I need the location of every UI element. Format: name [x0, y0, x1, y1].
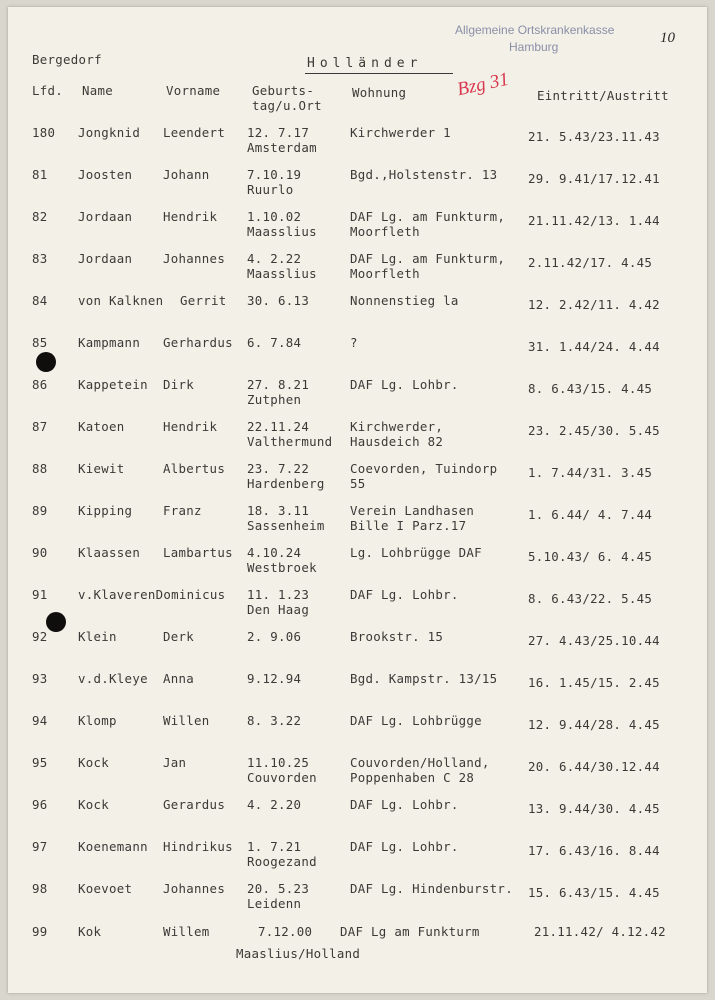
- cell-dates: 29. 9.41/17.12.41: [528, 171, 660, 186]
- cell-dates: 13. 9.44/30. 4.45: [528, 801, 660, 816]
- cell-no: 82: [32, 209, 48, 224]
- cell-name: Klomp: [78, 713, 117, 728]
- cell-birth-date: 30. 6.13: [247, 293, 310, 308]
- cell-name: Joosten: [78, 167, 133, 182]
- cell-no: 98: [32, 881, 48, 896]
- table-row: [0, 839, 715, 879]
- cell-address-2: Moorfleth: [350, 224, 420, 239]
- cell-name: Kock: [78, 755, 110, 770]
- cell-dates: 12. 9.44/28. 4.45: [528, 717, 660, 732]
- table-row: [0, 167, 715, 207]
- cell-vorname: Lambartus: [163, 545, 233, 560]
- cell-name: Kiewit: [78, 461, 125, 476]
- cell-name: Jordaan: [78, 251, 133, 266]
- place-label: Bergedorf: [32, 52, 102, 67]
- cell-address: Bgd. Kampstr. 13/15: [350, 671, 498, 686]
- cell-dates: 5.10.43/ 6. 4.45: [528, 549, 653, 564]
- cell-name: v.d.Kleye: [78, 671, 148, 686]
- cell-no: 88: [32, 461, 48, 476]
- cell-birth-date: 4. 2.20: [247, 797, 302, 812]
- cell-address: Verein Landhasen: [350, 503, 475, 518]
- cell-no: 180: [32, 125, 56, 140]
- cell-dates: 21.11.42/ 4.12.42: [534, 924, 666, 939]
- cell-name: von Kalknen: [78, 293, 164, 308]
- cell-address: DAF Lg. am Funkturm,: [350, 251, 506, 266]
- cell-address-2: Hausdeich 82: [350, 434, 444, 449]
- cell-dates: 23. 2.45/30. 5.45: [528, 423, 660, 438]
- col-header-geburt-1: Geburts-: [252, 83, 315, 98]
- cell-vorname: Franz: [163, 503, 202, 518]
- cell-address: DAF Lg. Hindenburstr.: [350, 881, 513, 896]
- cell-address-2: Poppenhaben C 28: [350, 770, 475, 785]
- cell-vorname: Leendert: [163, 125, 226, 140]
- cell-dates: 27. 4.43/25.10.44: [528, 633, 660, 648]
- cell-no: 84: [32, 293, 48, 308]
- cell-address: DAF Lg. Lohbrügge: [350, 713, 482, 728]
- cell-vorname: Johann: [163, 167, 210, 182]
- cell-name: Jordaan: [78, 209, 133, 224]
- cell-name: Katoen: [78, 419, 125, 434]
- cell-birth-place: Westbroek: [247, 560, 317, 575]
- table-row: [0, 755, 715, 795]
- cell-name: Klaassen: [78, 545, 141, 560]
- cell-no: 83: [32, 251, 48, 266]
- table-row: [0, 377, 715, 417]
- table-row: [0, 671, 715, 711]
- cell-birth-place: Roogezand: [247, 854, 317, 869]
- table-row: [0, 797, 715, 837]
- cell-vorname: Anna: [163, 671, 195, 686]
- cell-address-2: 55: [350, 476, 366, 491]
- cell-dates: 15. 6.43/15. 4.45: [528, 885, 660, 900]
- cell-birth-date: 11. 1.23: [247, 587, 310, 602]
- cell-no: 93: [32, 671, 48, 686]
- cell-no: 86: [32, 377, 48, 392]
- table-row: [0, 293, 715, 333]
- cell-dates: 12. 2.42/11. 4.42: [528, 297, 660, 312]
- cell-no: 99: [32, 924, 48, 939]
- red-mark: Bzg 31: [455, 68, 511, 101]
- cell-no: 96: [32, 797, 48, 812]
- cell-vorname: Johannes: [163, 881, 226, 896]
- cell-address: Lg. Lohbrügge DAF: [350, 545, 482, 560]
- cell-birth-date: 1.10.02: [247, 209, 302, 224]
- title-underline: [305, 73, 453, 74]
- cell-address: DAF Lg am Funkturm: [340, 924, 480, 939]
- cell-vorname: Jan: [163, 755, 187, 770]
- cell-dates: 16. 1.45/15. 2.45: [528, 675, 660, 690]
- col-header-geburt-2: tag/u.Ort: [252, 98, 322, 113]
- cell-address: DAF Lg. Lohbr.: [350, 377, 459, 392]
- cell-vorname: Willen: [163, 713, 210, 728]
- table-row: [0, 209, 715, 249]
- table-row: [0, 251, 715, 291]
- cell-vorname: Hendrik: [163, 419, 218, 434]
- cell-birth-place: Hardenberg: [247, 476, 325, 491]
- table-row: [0, 924, 715, 964]
- cell-address: Couvorden/Holland,: [350, 755, 490, 770]
- cell-vorname: Johannes: [163, 251, 226, 266]
- col-header-wohnung: Wohnung: [352, 85, 407, 100]
- cell-dates: 8. 6.43/22. 5.45: [528, 591, 653, 606]
- cell-birth-place: Leidenn: [247, 896, 302, 911]
- page-title: Holländer: [307, 56, 423, 71]
- col-header-eintritt: Eintritt/Austritt: [537, 88, 669, 103]
- cell-birth-date: 27. 8.21: [247, 377, 310, 392]
- table-row: [0, 125, 715, 165]
- cell-no: 87: [32, 419, 48, 434]
- col-header-vorname: Vorname: [166, 83, 221, 98]
- cell-birth-date: 11.10.25: [247, 755, 310, 770]
- cell-name: Jongknid: [78, 125, 141, 140]
- cell-vorname: Dirk: [163, 377, 195, 392]
- col-header-no: Lfd.: [32, 83, 64, 98]
- cell-birth-place: Ruurlo: [247, 182, 294, 197]
- cell-no: 81: [32, 167, 48, 182]
- cell-birth-place: Den Haag: [247, 602, 310, 617]
- cell-birth-date: 20. 5.23: [247, 881, 310, 896]
- page-number: 10: [660, 30, 675, 46]
- cell-dates: 8. 6.43/15. 4.45: [528, 381, 653, 396]
- cell-birth-date: 22.11.24: [247, 419, 310, 434]
- cell-address-2: Bille I Parz.17: [350, 518, 467, 533]
- cell-address: Kirchwerder 1: [350, 125, 451, 140]
- cell-birth-place: Maasslius: [247, 266, 317, 281]
- cell-no: 94: [32, 713, 48, 728]
- cell-birth-date: 7.12.00: [258, 924, 313, 939]
- cell-birth-place: Zutphen: [247, 392, 302, 407]
- cell-dates: 21. 5.43/23.11.43: [528, 129, 660, 144]
- cell-vorname: Derk: [163, 629, 195, 644]
- table-row: [0, 587, 715, 627]
- cell-birth-date: 4. 2.22: [247, 251, 302, 266]
- cell-birth-date: 4.10.24: [247, 545, 302, 560]
- table-row: [0, 461, 715, 501]
- cell-birth-place: Valthermund: [247, 434, 333, 449]
- cell-dates: 1. 6.44/ 4. 7.44: [528, 507, 653, 522]
- cell-name: Klein: [78, 629, 117, 644]
- cell-vorname: Willem: [163, 924, 210, 939]
- col-header-name: Name: [82, 83, 114, 98]
- cell-dates: 2.11.42/17. 4.45: [528, 255, 653, 270]
- cell-dates: 31. 1.44/24. 4.44: [528, 339, 660, 354]
- cell-address: Kirchwerder,: [350, 419, 444, 434]
- cell-no: 89: [32, 503, 48, 518]
- cell-no: 97: [32, 839, 48, 854]
- cell-birth-place: Maasslius: [247, 224, 317, 239]
- table-row: [0, 713, 715, 753]
- cell-vorname: Gerrit: [180, 293, 227, 308]
- cell-no: 95: [32, 755, 48, 770]
- cell-birth-date: 7.10.19: [247, 167, 302, 182]
- cell-birth-date: 9.12.94: [247, 671, 302, 686]
- table-row: [0, 881, 715, 921]
- cell-address: DAF Lg. am Funkturm,: [350, 209, 506, 224]
- cell-dates: 21.11.42/13. 1.44: [528, 213, 660, 228]
- cell-dates: 1. 7.44/31. 3.45: [528, 465, 653, 480]
- cell-vorname: Hendrik: [163, 209, 218, 224]
- cell-birth-date: 6. 7.84: [247, 335, 302, 350]
- cell-name: Koevoet: [78, 881, 133, 896]
- cell-vorname: Gerhardus: [163, 335, 233, 350]
- stamp-line-2: Hamburg: [509, 40, 559, 54]
- cell-vorname: Albertus: [163, 461, 226, 476]
- cell-address: Nonnenstieg la: [350, 293, 459, 308]
- cell-birth-place: Maaslius/Holland: [236, 946, 361, 961]
- cell-address-2: Moorfleth: [350, 266, 420, 281]
- cell-birth-place: Sassenheim: [247, 518, 325, 533]
- table-row: [0, 545, 715, 585]
- cell-name: Kock: [78, 797, 110, 812]
- cell-vorname: Gerardus: [163, 797, 226, 812]
- table-row: [0, 335, 715, 375]
- cell-address: DAF Lg. Lohbr.: [350, 839, 459, 854]
- cell-address: Bgd.,Holstenstr. 13: [350, 167, 498, 182]
- cell-address: DAF Lg. Lohbr.: [350, 587, 459, 602]
- cell-no: 85: [32, 335, 48, 350]
- cell-no: 92: [32, 629, 48, 644]
- cell-birth-place: Amsterdam: [247, 140, 317, 155]
- cell-address: DAF Lg. Lohbr.: [350, 797, 459, 812]
- cell-birth-date: 1. 7.21: [247, 839, 302, 854]
- cell-birth-date: 2. 9.06: [247, 629, 302, 644]
- cell-birth-date: 18. 3.11: [247, 503, 310, 518]
- cell-dates: 20. 6.44/30.12.44: [528, 759, 660, 774]
- cell-birth-date: 23. 7.22: [247, 461, 310, 476]
- cell-birth-place: Couvorden: [247, 770, 317, 785]
- cell-name: Kappetein: [78, 377, 148, 392]
- table-row: [0, 419, 715, 459]
- cell-birth-date: 8. 3.22: [247, 713, 302, 728]
- table-row: [0, 503, 715, 543]
- cell-no: 91: [32, 587, 48, 602]
- stamp-line-1: Allgemeine Ortskrankenkasse: [455, 23, 615, 37]
- cell-name: Kipping: [78, 503, 133, 518]
- cell-no: 90: [32, 545, 48, 560]
- cell-birth-date: 12. 7.17: [247, 125, 310, 140]
- cell-name: Kok: [78, 924, 102, 939]
- cell-address: Coevorden, Tuindorp: [350, 461, 498, 476]
- cell-dates: 17. 6.43/16. 8.44: [528, 843, 660, 858]
- cell-name: Koenemann: [78, 839, 148, 854]
- cell-address: ?: [350, 335, 358, 350]
- cell-name: v.KlaverenDominicus: [78, 587, 226, 602]
- cell-name: Kampmann: [78, 335, 141, 350]
- cell-vorname: Hindrikus: [163, 839, 233, 854]
- cell-address: Brookstr. 15: [350, 629, 444, 644]
- table-row: [0, 629, 715, 669]
